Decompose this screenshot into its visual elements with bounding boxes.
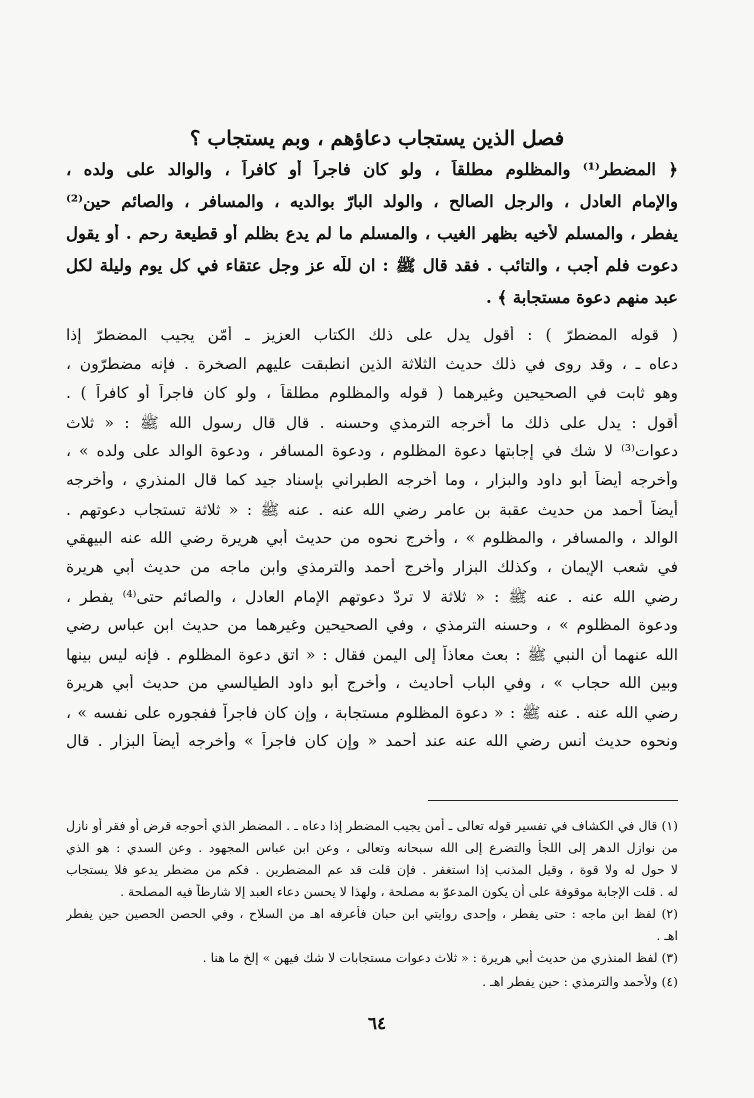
sharh-line: أيضاً أحمد من حديث عقبة بن عامر رضي الله عنه . عنه ﷺ : « ثلاثة تستجاب دعوتهم . [66,501,678,519]
sharh-line: الله عنهما أن النبي ﷺ : بعث معاذاً إلى اليمن فقال : « اتق دعوة المظلوم . فإنه ليس بينها [66,646,678,664]
sharh-line: في شعب الإيمان ، وكذلك البزار وأخرج أحمد والترمذي وابن ماجه من حديث أبي هريرة [66,558,678,576]
sharh-line: دعاه ـ ، وقد روى في ذلك حديث الثلاثة الذين انطبقت عليهم الصخرة . فإنه مضطرّون ، [66,355,678,373]
footnote-line: (٣) لفظ المنذري من حديث أبي هريرة : « ثلاث دعوات مستجابات لا شك فيهن » إلخ ما هنا . [202,950,678,965]
footnote-line: له . قلت الإجابة موقوفة على أن يكون المدعوّ به مصلحة ، ولهذا لا يحسن دعاء العبد إلا شارطاً فيه المصلحة . [120,884,678,899]
footnote-separator [428,800,678,801]
footnote-line: (٢) لفظ ابن ماجه : حتى يفطر ، وإحدى روايتي ابن حبان فأعرفه اهـ من السلاح ، وفي الحصن الحصين حين يفطر [66,906,678,921]
footnote-line: من نوازل الدهر إلى اللجأ والتضرع إلى الله سبحانه وتعالى ، وعن ابن عباس المجهود . وعن السدي : هو الذي [66,840,678,855]
sharh-line: وبين الله حجاب » ، وفي الباب أحاديث ، وأخرج أبو داود الطيالسي من حديث أبي هريرة [66,674,678,692]
sharh-line: ونحوه حديث أنس رضي الله عنه عند أحمد « وإن كان فاجراً » وأخرجه أيضاً البزار . قال [66,732,678,750]
chapter-title: فصل الذين يستجاب دعاؤهم ، وبم يستجاب ؟ [189,126,565,150]
sharh-line: ( قوله المضطرّ ) : أقول يدل على ذلك الكتاب العزيز ـ أمّن يجيب المضطرّ إذا [66,326,678,344]
footnote-line: (١) قال في الكشاف في تفسير قوله تعالى ـ أمن يجيب المضطر إذا دعاه ـ . المضطر الذي أحوجه قرض أو فقر أو نازل [66,818,678,833]
matn-line: ﴿ المضطر⁽¹⁾ والمظلوم مطلقاً ، ولو كان فاجراً أو كافراً ، والوالد على ولده ، [66,160,678,179]
sharh-line: رضي الله عنه . عنه ﷺ : « ثلاثة لا تردّ دعوتهم الإمام العادل ، والصائم حتى⁽⁴⁾ يفطر ، [66,588,678,606]
sharh-line: دعوات⁽³⁾ لا شك في إجابتها دعوة المظلوم ، ودعوة المسافر ، ودعوة الوالد على ولده » ، [66,442,678,460]
sharh-line: أقول : يدل على ذلك ما أخرجه الترمذي وحسنه . قال قال رسول الله ﷺ : « ثلاث [66,414,678,432]
matn-line: يفطر ، والمسلم لأخيه بظهر الغيب ، والمسلم ما لم يدع بظلم أو قطيعة رحم . أو يقول [66,224,678,243]
sharh-line: وهو ثابت في الصحيحين وغيرهما ( قوله والمظلوم مطلقاً ، ولو كان فاجراً أو كافراً ) . [66,384,678,402]
sharh-line: ودعوة المظلوم » ، وحسنه الترمذي ، وفي الصحيحين وغيرهما من حديث ابن عباس رضي [66,616,678,634]
sharh-line: رضي الله عنه . عنه ﷺ : « دعوة المظلوم مستجابة ، وإن كان فاجراً ففجوره على نفسه » ، [66,704,678,722]
sharh-line: الوالد ، والمسافر ، والمظلوم » ، وأخرج نحوه من حديث أبي هريرة رضي الله عنه البيهقي [66,529,678,547]
sharh-line: وأخرجه أيضاً أبو داود والبزار ، وما أخرجه الطبراني بإسناد جيد كما قال المنذري ، وأخرجه [66,471,678,489]
matn-line: عبد منهم دعوة مستجابة ﴾ . [485,288,678,307]
matn-line: والإمام العادل ، والرجل الصالح ، والولد البارّ بوالديه ، والمسافر ، والصائم حين⁽²⁾ [66,192,678,211]
footnote-line: لا حول له ولا قوة ، وقيل المذنب إذا استغفر . فإن قلت قد عم المضطرين . فكم من مضطر يدعو فلا يستجاب [66,862,678,877]
footnote-line: اهـ . [656,928,678,943]
page-number: ٦٤ [367,1014,387,1034]
matn-line: دعوت فلم أجب ، والتائب . فقد قال ﷺ : ان للّه عز وجل عتقاء في كل يوم وليلة لكل [66,256,678,275]
footnote-line: (٤) ولأحمد والترمذي : حين يفطر اهـ . [482,974,678,989]
